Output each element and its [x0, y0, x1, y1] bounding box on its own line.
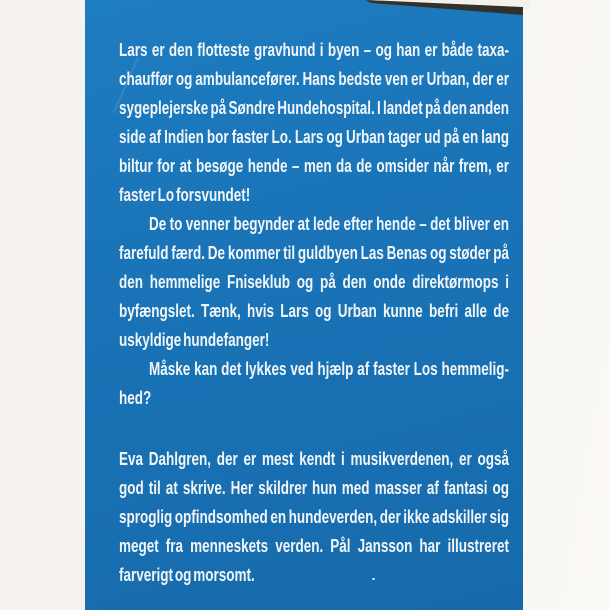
text-line: side af Indien bor faster Lo. Lars og Urban tager ud på en lang — [119, 127, 509, 147]
book-back-cover — [85, 0, 523, 610]
text-line: meget fra menneskets verden. Pål Jansson har illustreret — [119, 536, 509, 556]
text-line: Måske kan det lykkes ved hjælp af faster Los hemmelig- — [149, 359, 509, 379]
text-line: byfængslet. Tænk, hvis Lars og Urban kunne befri alle de — [119, 301, 509, 321]
text-line: hed? — [119, 388, 152, 408]
text-line: uskyldige hundefanger! — [119, 330, 270, 350]
text-line: faster Lo forsvundet! — [119, 185, 251, 205]
paragraph — [119, 210, 509, 355]
blurb-text-column — [119, 36, 509, 590]
paragraph — [119, 445, 509, 590]
text-line: chauffør og ambulancefører. Hans bedste ven er Urban, der er — [119, 69, 509, 89]
text-line: god til at skrive. Her skildrer hun med masser af fantasi og — [119, 478, 509, 498]
dust-speck — [372, 578, 375, 580]
text-line: farverigt og morsomt. — [119, 565, 255, 585]
text-line: den hemmelige Fniseklub og på den onde direktørmops i — [119, 272, 509, 292]
paragraph — [119, 36, 509, 210]
text-line: farefuld færd. De kommer til guldbyen Las Benas og støder på — [119, 243, 509, 263]
text-line: sproglig opfindsomhed en hundeverden, der ikke adskiller sig — [119, 507, 509, 527]
text-line: biltur for at besøge hende – men da de omsider når frem, er — [119, 156, 509, 176]
text-line: De to venner begynder at lede efter hende – det bliver en — [149, 214, 509, 234]
text-line: sygeplejerske på Søndre Hundehospital. I landet på den anden — [119, 98, 509, 118]
text-line: Eva Dahlgren, der er mest kendt i musikverdenen, er også — [119, 449, 509, 469]
text-line: Lars er den flotteste gravhund i byen – og han er både taxa- — [119, 40, 509, 60]
paragraph — [119, 355, 509, 413]
